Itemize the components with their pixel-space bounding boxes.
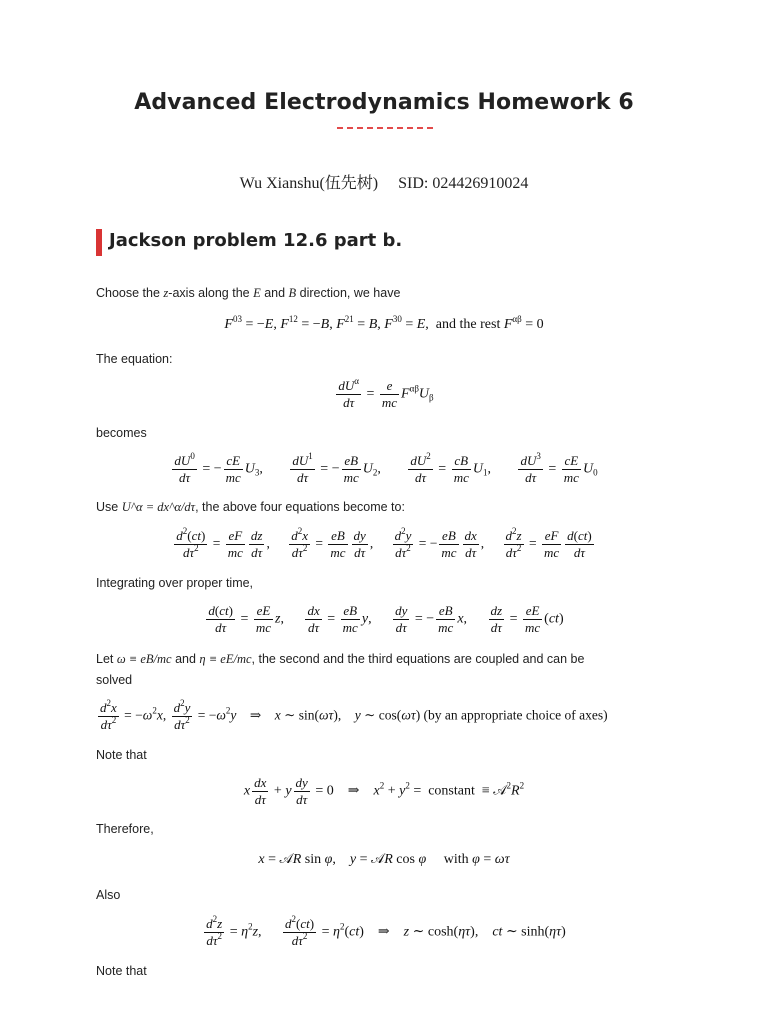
paragraph-note-1: Note that [96, 748, 147, 762]
paragraph-also: Also [96, 888, 121, 902]
author-name: Wu Xianshu(伍先树) [239, 175, 379, 192]
paragraph-use: Use U^α = dx^α/dτ, the above four equations become to: [96, 500, 405, 514]
paragraph-let: Let ω ≡ eB/mc and η ≡ eE/mc, the second and the third equations are coupled and can be [96, 652, 585, 666]
paragraph-note-2: Note that [96, 964, 147, 978]
student-id: SID: 024426910024 [398, 175, 529, 192]
equation-oscillation: $\frac{d^2x}{d\tau^2}$ = $-\omega^2x$, $\frac{d^2y}{d\tau^2}$ = $-\omega^2y$ ⇒ x ∼ sin(ωτ), y ∼ cos(ωτ) (by an appropriate choice of axes) [100, 698, 608, 732]
equation-radius: x $\frac{dx}{d\tau}$ + y $\frac{dy}{d\tau}$ = 0 ⇒ $x^2 + y^2$ = constant ≡ $𝒜^2R^2$ [243, 775, 525, 807]
paragraph-let-line2: solved [96, 673, 133, 687]
section-marker [96, 229, 102, 256]
paragraph-equation: The equation: [96, 352, 173, 366]
paragraph-intro: Choose the z-axis along the E and B direction, we have [96, 286, 401, 300]
equation-circle: x = 𝒜R sin φ, y = 𝒜R cos φ with φ = ωτ [258, 852, 510, 867]
equation-field-tensor: $F^{03} = -E$, $F^{12} = -B$, $F^{21} = B$, $F^{30} = E$, and the rest $F^{\alpha\beta} = 0$ [224, 314, 544, 332]
author-line [0, 170, 768, 193]
paragraph-becomes: becomes [96, 426, 147, 440]
equation-components: $\frac{dU^0}{d\tau}$ = − $\frac{cE}{mc}$ $U_3$, $\frac{dU^1}{d\tau}$ = − $\frac{eB}{mc}$ $U_2$, $\frac{dU^2}{d\tau}$ = $\frac{cB}{mc}$ $U_1$, $\frac{dU^3}{d\tau}$ = $\frac{cE}{mc}$ $U_0$ [174, 451, 598, 485]
title-underline [337, 127, 433, 129]
section-heading: Jackson problem 12.6 part b. [109, 230, 403, 251]
page-title: Advanced Electrodynamics Homework 6 [134, 90, 634, 115]
equation-first-order: $\frac{d(ct)}{d\tau}$ = $\frac{eE}{mc}$ z, $\frac{dx}{d\tau}$ = $\frac{eB}{mc}$ y, $\frac{dy}{d\tau}$ = − $\frac{eB}{mc}$ x, $\frac{dz}{d\tau}$ = $\frac{eE}{mc}$ (ct) [208, 603, 564, 635]
paragraph-integrating: Integrating over proper time, [96, 576, 254, 590]
equation-second-order: $\frac{d^2(ct)}{d\tau^2}$ = $\frac{eF}{mc}$ $\frac{dz}{d\tau}$ , $\frac{d^2x}{d\tau^2}$ = $\frac{eB}{mc}$ $\frac{dy}{d\tau}$ , $\frac{d^2y}{d\tau^2}$ = − $\frac{eB}{mc}$ $\frac{dx}{d\tau}$ , $\frac{d^2z}{d\tau^2}$ = $\frac{eF}{mc}$ $\frac{d(ct)}{d\tau}$ [176, 526, 592, 560]
equation-lorentz-force: $dU^\alpha$ dτ = $\frac{e}{mc}$ $F^{\alpha\beta}U_\beta$ [338, 376, 434, 410]
paragraph-therefore: Therefore, [96, 822, 154, 836]
equation-hyperbolic: $\frac{d^2z}{d\tau^2}$ = $\eta^2z$, $\frac{d^2(ct)}{d\tau^2}$ = $\eta^2(ct)$ ⇒ z ∼ cosh(ητ), ct ∼ sinh(ητ) [206, 914, 566, 948]
